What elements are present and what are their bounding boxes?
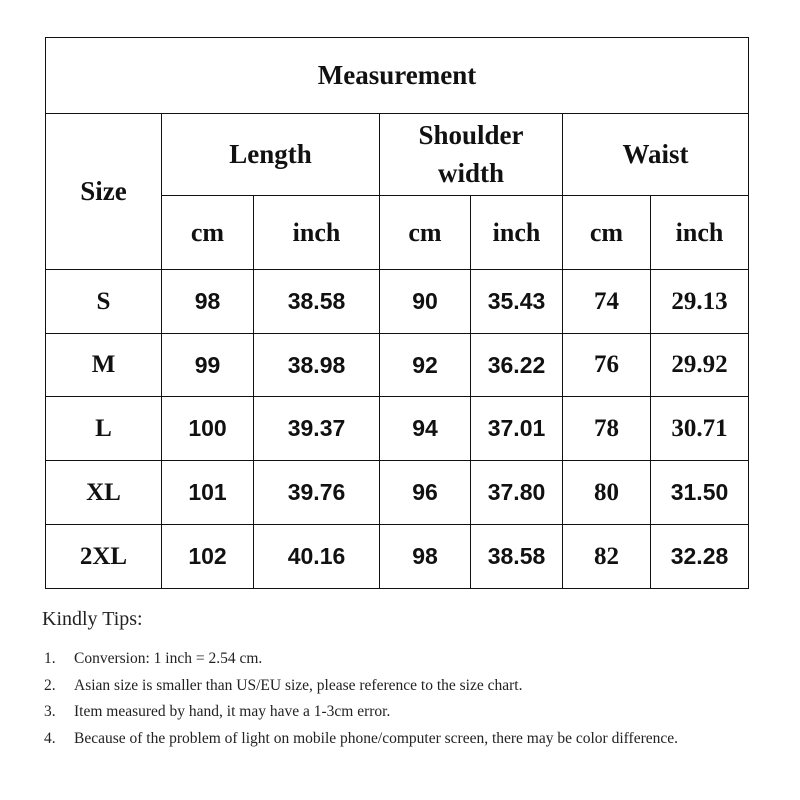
tip-text: Asian size is smaller than US/EU size, please reference to the size chart. xyxy=(74,676,523,694)
shoulder-inch-cell: 37.80 xyxy=(471,461,563,525)
unit-header: inch xyxy=(254,196,380,270)
size-header: Size xyxy=(46,114,162,270)
table-row xyxy=(46,461,749,525)
shoulder-inch-cell: 35.43 xyxy=(471,270,563,334)
tips-list xyxy=(42,646,762,752)
size-rows xyxy=(46,270,749,589)
unit-header: cm xyxy=(162,196,254,270)
shoulder-inch-cell: 38.58 xyxy=(471,525,563,589)
table-row xyxy=(46,270,749,334)
tip-number: 4. xyxy=(44,729,56,747)
table-title: Measurement xyxy=(46,38,749,114)
waist-inch-cell: 29.92 xyxy=(651,334,749,397)
length-cm-cell: 100 xyxy=(162,397,254,461)
tip-text: Conversion: 1 inch = 2.54 cm. xyxy=(74,650,263,667)
size-label: L xyxy=(46,397,162,461)
size-chart-table xyxy=(45,37,749,589)
shoulder-cm-cell: 92 xyxy=(380,334,471,397)
tip-text: Because of the problem of light on mobile phone/computer screen, there may be color difference. xyxy=(74,729,678,747)
length-inch-cell: 38.58 xyxy=(254,270,380,334)
table-row xyxy=(46,397,749,461)
tip-number: 3. xyxy=(44,703,56,720)
table-row xyxy=(46,525,749,589)
length-cm-cell: 98 xyxy=(162,270,254,334)
group-header-row xyxy=(46,114,749,196)
table-title-row xyxy=(46,38,749,114)
waist-inch-cell: 30.71 xyxy=(651,397,749,461)
waist-cm-cell: 76 xyxy=(563,334,651,397)
list-item xyxy=(42,726,762,753)
unit-header: inch xyxy=(651,196,749,270)
length-inch-cell: 39.76 xyxy=(254,461,380,525)
waist-cm-cell: 82 xyxy=(563,525,651,589)
shoulder-width-header-line2: width xyxy=(437,157,505,188)
list-item xyxy=(42,646,762,673)
unit-header: cm xyxy=(563,196,651,270)
kindly-tips xyxy=(42,608,762,752)
list-item xyxy=(42,699,762,726)
length-inch-cell: 38.98 xyxy=(254,334,380,397)
waist-inch-cell: 31.50 xyxy=(651,461,749,525)
tip-number: 2. xyxy=(44,676,56,694)
unit-header: cm xyxy=(380,196,471,270)
length-cm-cell: 101 xyxy=(162,461,254,525)
unit-header: inch xyxy=(471,196,563,270)
shoulder-cm-cell: 96 xyxy=(380,461,471,525)
waist-cm-cell: 78 xyxy=(563,397,651,461)
size-label: XL xyxy=(46,461,162,525)
tip-text: Item measured by hand, it may have a 1-3cm error. xyxy=(74,703,391,720)
length-inch-cell: 40.16 xyxy=(254,525,380,589)
tips-title: Kindly Tips: xyxy=(42,608,143,630)
shoulder-cm-cell: 98 xyxy=(380,525,471,589)
waist-header: Waist xyxy=(563,114,749,196)
shoulder-cm-cell: 90 xyxy=(380,270,471,334)
length-cm-cell: 102 xyxy=(162,525,254,589)
waist-inch-cell: 32.28 xyxy=(651,525,749,589)
table-row xyxy=(46,334,749,397)
shoulder-cm-cell: 94 xyxy=(380,397,471,461)
size-label: M xyxy=(46,334,162,397)
shoulder-inch-cell: 36.22 xyxy=(471,334,563,397)
tip-number: 1. xyxy=(44,650,56,667)
shoulder-width-header xyxy=(380,114,563,196)
size-label: 2XL xyxy=(46,525,162,589)
shoulder-inch-cell: 37.01 xyxy=(471,397,563,461)
waist-cm-cell: 74 xyxy=(563,270,651,334)
length-inch-cell: 39.37 xyxy=(254,397,380,461)
size-label: S xyxy=(46,270,162,334)
waist-cm-cell: 80 xyxy=(563,461,651,525)
waist-inch-cell: 29.13 xyxy=(651,270,749,334)
length-cm-cell: 99 xyxy=(162,334,254,397)
list-item xyxy=(42,673,762,700)
length-header: Length xyxy=(162,114,380,196)
shoulder-width-header-line1: Shoulder xyxy=(418,119,524,150)
